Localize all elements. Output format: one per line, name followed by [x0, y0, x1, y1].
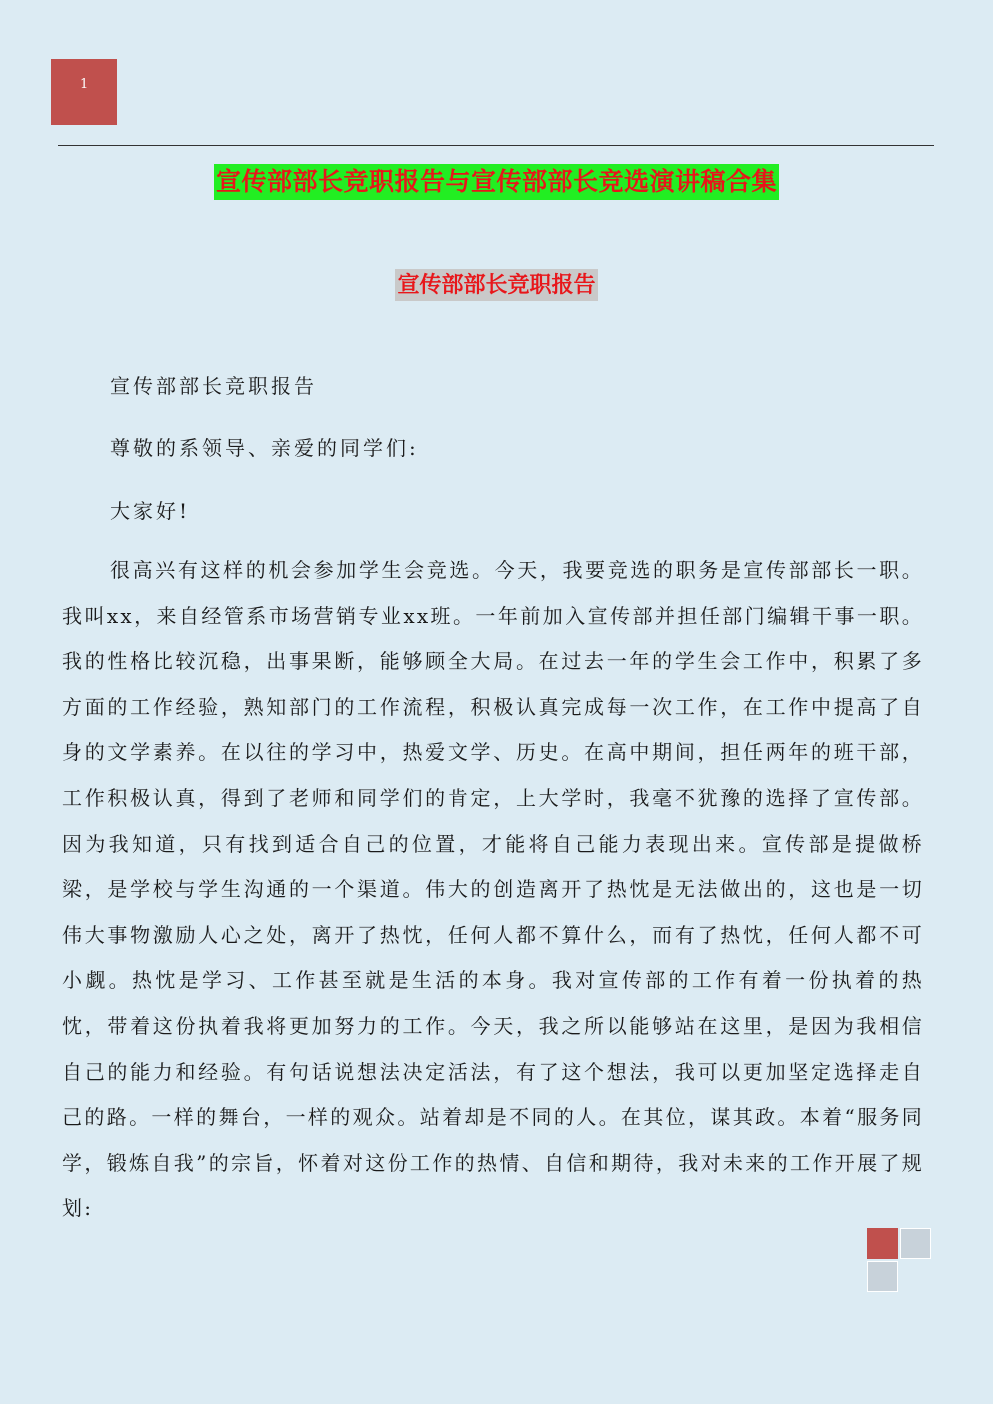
corner-decoration	[867, 1228, 933, 1294]
section-title: 宣传部部长竞职报告	[395, 269, 597, 301]
deco-square-gray	[900, 1228, 931, 1259]
deco-square-red	[867, 1228, 898, 1259]
main-title-container	[0, 164, 993, 200]
heading-line: 宣传部部长竞职报告	[110, 374, 317, 398]
page-number: 1	[80, 77, 89, 92]
deco-square-gray	[867, 1261, 898, 1292]
body-paragraph: 很高兴有这样的机会参加学生会竞选。今天，我要竞选的职务是宣传部部长一职。我叫xx，来自经管系市场营销专业xx班。一年前加入宣传部并担任部门编辑干事一职。我的性格比较沉稳，出事果断，能够顾全大局。在过去一年的学生会工作中，积累了多方面的工作经验，熟知部门的工作流程，积极认真完成每一次工作，在工作中提高了自身的文学素养。在以往的学习中，热爱文学、历史。在高中期间，担任两年的班干部，工作积极认真，得到了老师和同学们的肯定，上大学时，我毫不犹豫的选择了宣传部。因为我知道，只有找到适合自己的位置，才能将自己能力表现出来。宣传部是提做桥梁，是学校与学生沟通的一个渠道。伟大的创造离开了热忱是无法做出的，这也是一切伟大事物激励人心之处，离开了热忱，任何人都不算什么，而有了热忱，任何人都不可小觑。热忱是学习、工作甚至就是生活的本身。我对宣传部的工作有着一份执着的热忱，带着这份执着我将更加努力的工作。今天，我之所以能够站在这里，是因为我相信自己的能力和经验。有句话说想法决定活法，有了这个想法，我可以更加坚定选择走自己的路。一样的舞台，一样的观众。站着却是不同的人。在其位，谋其政。本着“服务同学，锻炼自我”的宗旨，怀着对这份工作的热情、自信和期待，我对未来的工作开展了规划:	[62, 558, 924, 1221]
document-title: 宣传部部长竞职报告与宣传部部长竞选演讲稿合集	[214, 164, 779, 200]
page-number-badge	[51, 59, 117, 125]
header-divider	[58, 145, 934, 146]
greeting-line: 大家好!	[110, 499, 191, 523]
subtitle-container	[0, 269, 993, 301]
salutation-line: 尊敬的系领导、亲爱的同学们:	[110, 436, 419, 460]
